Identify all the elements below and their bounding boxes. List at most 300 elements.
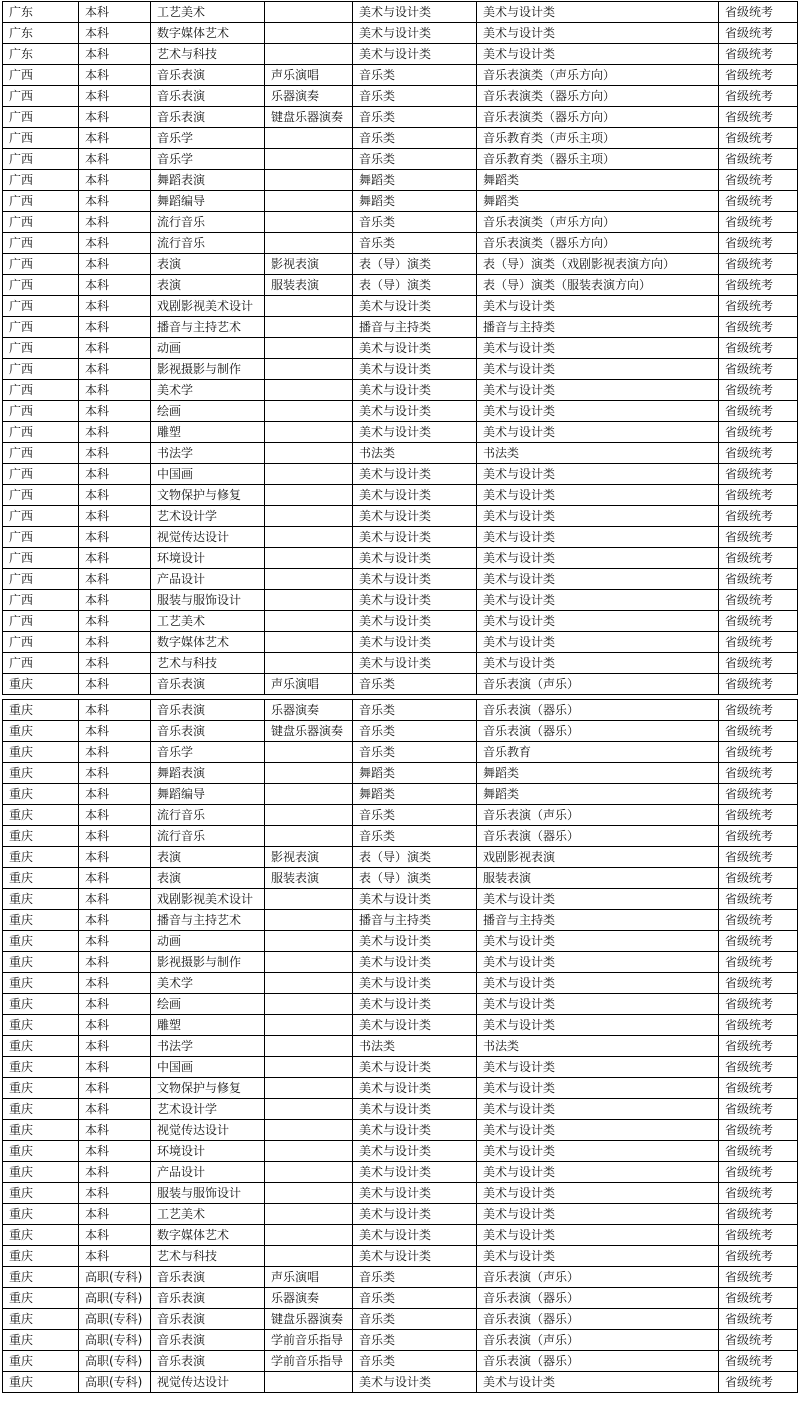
level-cell: 本科 bbox=[79, 910, 151, 931]
province-cell: 广西 bbox=[3, 359, 79, 380]
major-cell: 雕塑 bbox=[151, 1015, 265, 1036]
province-cell: 重庆 bbox=[3, 721, 79, 742]
direction-cell bbox=[265, 338, 353, 359]
exam-subject-cell: 美术与设计类 bbox=[477, 611, 719, 632]
exam-type-cell: 省级统考 bbox=[719, 1057, 798, 1078]
direction-cell bbox=[265, 1183, 353, 1204]
exam-type-cell: 省级统考 bbox=[719, 233, 798, 254]
province-cell: 广西 bbox=[3, 380, 79, 401]
exam-type-cell: 省级统考 bbox=[719, 784, 798, 805]
exam-type-cell: 省级统考 bbox=[719, 868, 798, 889]
exam-category-cell: 美术与设计类 bbox=[353, 485, 477, 506]
major-cell: 音乐表演 bbox=[151, 65, 265, 86]
major-cell: 雕塑 bbox=[151, 422, 265, 443]
table-row bbox=[3, 422, 798, 443]
exam-subject-cell: 音乐表演类（声乐方向） bbox=[477, 212, 719, 233]
province-cell: 广西 bbox=[3, 527, 79, 548]
exam-subject-cell: 舞蹈类 bbox=[477, 191, 719, 212]
exam-category-cell: 美术与设计类 bbox=[353, 653, 477, 674]
major-cell: 舞蹈表演 bbox=[151, 170, 265, 191]
table-row bbox=[3, 931, 798, 952]
exam-category-cell: 音乐类 bbox=[353, 1309, 477, 1330]
exam-category-cell: 美术与设计类 bbox=[353, 590, 477, 611]
direction-cell bbox=[265, 422, 353, 443]
exam-category-cell: 音乐类 bbox=[353, 805, 477, 826]
level-cell: 本科 bbox=[79, 700, 151, 721]
exam-type-cell: 省级统考 bbox=[719, 742, 798, 763]
province-cell: 重庆 bbox=[3, 1351, 79, 1372]
exam-category-cell: 美术与设计类 bbox=[353, 464, 477, 485]
table-row bbox=[3, 763, 798, 784]
table-row bbox=[3, 1057, 798, 1078]
level-cell: 本科 bbox=[79, 994, 151, 1015]
table-row bbox=[3, 359, 798, 380]
table-row bbox=[3, 1120, 798, 1141]
exam-type-cell: 省级统考 bbox=[719, 359, 798, 380]
exam-type-cell: 省级统考 bbox=[719, 569, 798, 590]
table-row bbox=[3, 1183, 798, 1204]
major-cell: 流行音乐 bbox=[151, 212, 265, 233]
exam-category-cell: 美术与设计类 bbox=[353, 1057, 477, 1078]
exam-category-cell: 音乐类 bbox=[353, 1267, 477, 1288]
exam-category-cell: 音乐类 bbox=[353, 700, 477, 721]
exam-subject-cell: 戏剧影视表演 bbox=[477, 847, 719, 868]
major-cell: 音乐表演 bbox=[151, 700, 265, 721]
direction-cell bbox=[265, 2, 353, 23]
exam-subject-cell: 美术与设计类 bbox=[477, 2, 719, 23]
table-row bbox=[3, 1099, 798, 1120]
level-cell: 本科 bbox=[79, 973, 151, 994]
province-cell: 重庆 bbox=[3, 1141, 79, 1162]
major-cell: 书法学 bbox=[151, 443, 265, 464]
major-cell: 美术学 bbox=[151, 973, 265, 994]
province-cell: 广西 bbox=[3, 464, 79, 485]
level-cell: 本科 bbox=[79, 847, 151, 868]
table-row bbox=[3, 590, 798, 611]
province-cell: 广西 bbox=[3, 401, 79, 422]
exam-type-cell: 省级统考 bbox=[719, 805, 798, 826]
province-cell: 重庆 bbox=[3, 1246, 79, 1267]
exam-type-cell: 省级统考 bbox=[719, 170, 798, 191]
level-cell: 本科 bbox=[79, 805, 151, 826]
level-cell: 本科 bbox=[79, 443, 151, 464]
direction-cell bbox=[265, 191, 353, 212]
major-cell: 中国画 bbox=[151, 1057, 265, 1078]
exam-subject-cell: 美术与设计类 bbox=[477, 485, 719, 506]
table-row bbox=[3, 1078, 798, 1099]
table-row bbox=[3, 212, 798, 233]
direction-cell: 乐器演奏 bbox=[265, 1288, 353, 1309]
exam-category-cell: 美术与设计类 bbox=[353, 973, 477, 994]
major-cell: 音乐表演 bbox=[151, 1288, 265, 1309]
table-row bbox=[3, 742, 798, 763]
direction-cell bbox=[265, 1162, 353, 1183]
exam-subject-cell: 音乐表演类（声乐方向） bbox=[477, 65, 719, 86]
exam-subject-cell: 美术与设计类 bbox=[477, 569, 719, 590]
exam-category-cell: 美术与设计类 bbox=[353, 1141, 477, 1162]
level-cell: 本科 bbox=[79, 317, 151, 338]
exam-subject-cell: 表（导）演类（服装表演方向） bbox=[477, 275, 719, 296]
table-row bbox=[3, 338, 798, 359]
table-row bbox=[3, 994, 798, 1015]
table-row bbox=[3, 254, 798, 275]
exam-category-cell: 美术与设计类 bbox=[353, 1204, 477, 1225]
exam-category-cell: 音乐类 bbox=[353, 721, 477, 742]
province-cell: 重庆 bbox=[3, 1225, 79, 1246]
major-cell: 音乐学 bbox=[151, 149, 265, 170]
exam-subject-cell: 美术与设计类 bbox=[477, 952, 719, 973]
exam-category-cell: 表（导）演类 bbox=[353, 275, 477, 296]
major-cell: 环境设计 bbox=[151, 548, 265, 569]
province-cell: 广西 bbox=[3, 212, 79, 233]
table-block-a bbox=[2, 1, 798, 695]
exam-subject-cell: 美术与设计类 bbox=[477, 590, 719, 611]
exam-type-cell: 省级统考 bbox=[719, 1288, 798, 1309]
province-cell: 广东 bbox=[3, 44, 79, 65]
level-cell: 本科 bbox=[79, 65, 151, 86]
direction-cell bbox=[265, 805, 353, 826]
level-cell: 高职(专科) bbox=[79, 1330, 151, 1351]
exam-category-cell: 音乐类 bbox=[353, 742, 477, 763]
exam-category-cell: 音乐类 bbox=[353, 107, 477, 128]
exam-category-cell: 播音与主持类 bbox=[353, 910, 477, 931]
province-cell: 广西 bbox=[3, 653, 79, 674]
exam-subject-cell: 美术与设计类 bbox=[477, 994, 719, 1015]
table-row bbox=[3, 653, 798, 674]
level-cell: 本科 bbox=[79, 721, 151, 742]
major-cell: 美术学 bbox=[151, 380, 265, 401]
exam-type-cell: 省级统考 bbox=[719, 1141, 798, 1162]
province-cell: 重庆 bbox=[3, 784, 79, 805]
province-cell: 广西 bbox=[3, 632, 79, 653]
exam-subject-cell: 舞蹈类 bbox=[477, 784, 719, 805]
exam-category-cell: 美术与设计类 bbox=[353, 527, 477, 548]
table-row bbox=[3, 1015, 798, 1036]
major-cell: 音乐学 bbox=[151, 742, 265, 763]
major-cell: 中国画 bbox=[151, 464, 265, 485]
direction-cell bbox=[265, 1246, 353, 1267]
exam-type-cell: 省级统考 bbox=[719, 674, 798, 695]
major-cell: 艺术设计学 bbox=[151, 1099, 265, 1120]
level-cell: 本科 bbox=[79, 674, 151, 695]
province-cell: 广西 bbox=[3, 611, 79, 632]
province-cell: 广西 bbox=[3, 296, 79, 317]
table-row bbox=[3, 1351, 798, 1372]
exam-subject-cell: 美术与设计类 bbox=[477, 1120, 719, 1141]
exam-subject-cell: 音乐表演（器乐） bbox=[477, 1288, 719, 1309]
major-cell: 产品设计 bbox=[151, 569, 265, 590]
major-cell: 音乐表演 bbox=[151, 674, 265, 695]
direction-cell bbox=[265, 464, 353, 485]
major-cell: 工艺美术 bbox=[151, 2, 265, 23]
level-cell: 本科 bbox=[79, 1141, 151, 1162]
table-row bbox=[3, 485, 798, 506]
exam-subject-cell: 美术与设计类 bbox=[477, 1015, 719, 1036]
direction-cell bbox=[265, 401, 353, 422]
table-row bbox=[3, 107, 798, 128]
table-row bbox=[3, 632, 798, 653]
exam-type-cell: 省级统考 bbox=[719, 1036, 798, 1057]
exam-category-cell: 音乐类 bbox=[353, 86, 477, 107]
direction-cell bbox=[265, 931, 353, 952]
exam-category-cell: 美术与设计类 bbox=[353, 611, 477, 632]
level-cell: 本科 bbox=[79, 889, 151, 910]
province-cell: 重庆 bbox=[3, 1288, 79, 1309]
exam-type-cell: 省级统考 bbox=[719, 763, 798, 784]
major-cell: 音乐表演 bbox=[151, 1267, 265, 1288]
exam-subject-cell: 音乐表演（器乐） bbox=[477, 1309, 719, 1330]
exam-category-sheet bbox=[2, 1, 797, 1393]
level-cell: 本科 bbox=[79, 170, 151, 191]
province-cell: 广西 bbox=[3, 422, 79, 443]
exam-type-cell: 省级统考 bbox=[719, 1309, 798, 1330]
province-cell: 广西 bbox=[3, 149, 79, 170]
direction-cell bbox=[265, 1036, 353, 1057]
major-cell: 数字媒体艺术 bbox=[151, 1225, 265, 1246]
exam-type-cell: 省级统考 bbox=[719, 86, 798, 107]
level-cell: 本科 bbox=[79, 107, 151, 128]
direction-cell bbox=[265, 632, 353, 653]
exam-type-cell: 省级统考 bbox=[719, 548, 798, 569]
level-cell: 本科 bbox=[79, 527, 151, 548]
major-cell: 艺术与科技 bbox=[151, 653, 265, 674]
exam-type-cell: 省级统考 bbox=[719, 212, 798, 233]
direction-cell: 声乐演唱 bbox=[265, 674, 353, 695]
major-cell: 绘画 bbox=[151, 994, 265, 1015]
province-cell: 广西 bbox=[3, 254, 79, 275]
exam-category-cell: 美术与设计类 bbox=[353, 23, 477, 44]
exam-category-cell: 舞蹈类 bbox=[353, 763, 477, 784]
exam-subject-cell: 美术与设计类 bbox=[477, 1246, 719, 1267]
exam-subject-cell: 美术与设计类 bbox=[477, 1225, 719, 1246]
exam-category-cell: 书法类 bbox=[353, 1036, 477, 1057]
direction-cell bbox=[265, 590, 353, 611]
exam-subject-cell: 美术与设计类 bbox=[477, 527, 719, 548]
direction-cell bbox=[265, 1078, 353, 1099]
major-cell: 音乐表演 bbox=[151, 1309, 265, 1330]
table-row bbox=[3, 889, 798, 910]
direction-cell: 服装表演 bbox=[265, 868, 353, 889]
table-row bbox=[3, 674, 798, 695]
major-cell: 数字媒体艺术 bbox=[151, 632, 265, 653]
major-cell: 产品设计 bbox=[151, 1162, 265, 1183]
exam-subject-cell: 美术与设计类 bbox=[477, 889, 719, 910]
exam-type-cell: 省级统考 bbox=[719, 700, 798, 721]
province-cell: 重庆 bbox=[3, 1309, 79, 1330]
province-cell: 重庆 bbox=[3, 973, 79, 994]
exam-category-cell: 舞蹈类 bbox=[353, 191, 477, 212]
table-row bbox=[3, 296, 798, 317]
exam-type-cell: 省级统考 bbox=[719, 1120, 798, 1141]
level-cell: 本科 bbox=[79, 1099, 151, 1120]
table-row bbox=[3, 149, 798, 170]
level-cell: 本科 bbox=[79, 653, 151, 674]
exam-subject-cell: 表（导）演类（戏剧影视表演方向） bbox=[477, 254, 719, 275]
major-cell: 影视摄影与制作 bbox=[151, 359, 265, 380]
province-cell: 广西 bbox=[3, 275, 79, 296]
direction-cell: 影视表演 bbox=[265, 254, 353, 275]
level-cell: 本科 bbox=[79, 422, 151, 443]
province-cell: 广西 bbox=[3, 233, 79, 254]
province-cell: 重庆 bbox=[3, 1372, 79, 1393]
level-cell: 本科 bbox=[79, 233, 151, 254]
exam-subject-cell: 美术与设计类 bbox=[477, 1183, 719, 1204]
exam-subject-cell: 美术与设计类 bbox=[477, 1204, 719, 1225]
table-row bbox=[3, 548, 798, 569]
exam-category-cell: 美术与设计类 bbox=[353, 506, 477, 527]
exam-category-cell: 美术与设计类 bbox=[353, 2, 477, 23]
level-cell: 高职(专科) bbox=[79, 1288, 151, 1309]
exam-subject-cell: 美术与设计类 bbox=[477, 1372, 719, 1393]
direction-cell bbox=[265, 973, 353, 994]
level-cell: 本科 bbox=[79, 868, 151, 889]
direction-cell: 乐器演奏 bbox=[265, 86, 353, 107]
major-cell: 戏剧影视美术设计 bbox=[151, 296, 265, 317]
table-row bbox=[3, 700, 798, 721]
level-cell: 高职(专科) bbox=[79, 1267, 151, 1288]
province-cell: 重庆 bbox=[3, 1078, 79, 1099]
table-row bbox=[3, 1036, 798, 1057]
direction-cell bbox=[265, 1204, 353, 1225]
exam-type-cell: 省级统考 bbox=[719, 1162, 798, 1183]
province-cell: 重庆 bbox=[3, 952, 79, 973]
table-row bbox=[3, 275, 798, 296]
major-cell: 动画 bbox=[151, 931, 265, 952]
exam-type-cell: 省级统考 bbox=[719, 1372, 798, 1393]
direction-cell bbox=[265, 506, 353, 527]
exam-category-cell: 音乐类 bbox=[353, 1288, 477, 1309]
province-cell: 重庆 bbox=[3, 931, 79, 952]
exam-category-cell: 表（导）演类 bbox=[353, 868, 477, 889]
exam-type-cell: 省级统考 bbox=[719, 401, 798, 422]
exam-subject-cell: 音乐表演（声乐） bbox=[477, 805, 719, 826]
major-cell: 音乐表演 bbox=[151, 1351, 265, 1372]
exam-category-cell: 美术与设计类 bbox=[353, 1120, 477, 1141]
exam-type-cell: 省级统考 bbox=[719, 338, 798, 359]
direction-cell: 服装表演 bbox=[265, 275, 353, 296]
province-cell: 重庆 bbox=[3, 1057, 79, 1078]
exam-type-cell: 省级统考 bbox=[719, 910, 798, 931]
level-cell: 本科 bbox=[79, 569, 151, 590]
table-row bbox=[3, 721, 798, 742]
exam-type-cell: 省级统考 bbox=[719, 721, 798, 742]
province-cell: 重庆 bbox=[3, 1162, 79, 1183]
level-cell: 本科 bbox=[79, 212, 151, 233]
exam-type-cell: 省级统考 bbox=[719, 275, 798, 296]
direction-cell bbox=[265, 952, 353, 973]
direction-cell bbox=[265, 1099, 353, 1120]
exam-type-cell: 省级统考 bbox=[719, 1078, 798, 1099]
table-row bbox=[3, 910, 798, 931]
direction-cell bbox=[265, 994, 353, 1015]
exam-subject-cell: 美术与设计类 bbox=[477, 23, 719, 44]
level-cell: 本科 bbox=[79, 485, 151, 506]
major-cell: 文物保护与修复 bbox=[151, 1078, 265, 1099]
major-cell: 服装与服饰设计 bbox=[151, 1183, 265, 1204]
table-row bbox=[3, 401, 798, 422]
level-cell: 本科 bbox=[79, 359, 151, 380]
exam-category-cell: 美术与设计类 bbox=[353, 380, 477, 401]
exam-category-cell: 音乐类 bbox=[353, 1330, 477, 1351]
direction-cell bbox=[265, 826, 353, 847]
table-row bbox=[3, 128, 798, 149]
exam-type-cell: 省级统考 bbox=[719, 107, 798, 128]
table-row bbox=[3, 191, 798, 212]
major-cell: 舞蹈编导 bbox=[151, 784, 265, 805]
level-cell: 本科 bbox=[79, 784, 151, 805]
exam-type-cell: 省级统考 bbox=[719, 847, 798, 868]
province-cell: 广西 bbox=[3, 170, 79, 191]
major-cell: 流行音乐 bbox=[151, 805, 265, 826]
level-cell: 本科 bbox=[79, 275, 151, 296]
major-cell: 书法学 bbox=[151, 1036, 265, 1057]
exam-category-cell: 音乐类 bbox=[353, 212, 477, 233]
exam-type-cell: 省级统考 bbox=[719, 464, 798, 485]
exam-subject-cell: 美术与设计类 bbox=[477, 973, 719, 994]
exam-type-cell: 省级统考 bbox=[719, 931, 798, 952]
exam-subject-cell: 服装表演 bbox=[477, 868, 719, 889]
level-cell: 本科 bbox=[79, 1078, 151, 1099]
level-cell: 本科 bbox=[79, 742, 151, 763]
direction-cell: 学前音乐指导 bbox=[265, 1351, 353, 1372]
exam-type-cell: 省级统考 bbox=[719, 380, 798, 401]
table-row bbox=[3, 23, 798, 44]
level-cell: 本科 bbox=[79, 86, 151, 107]
exam-category-cell: 表（导）演类 bbox=[353, 847, 477, 868]
exam-category-cell: 美术与设计类 bbox=[353, 338, 477, 359]
direction-cell bbox=[265, 763, 353, 784]
province-cell: 广西 bbox=[3, 548, 79, 569]
table-row bbox=[3, 527, 798, 548]
direction-cell bbox=[265, 527, 353, 548]
table-row bbox=[3, 1267, 798, 1288]
exam-category-cell: 舞蹈类 bbox=[353, 784, 477, 805]
direction-cell bbox=[265, 128, 353, 149]
exam-type-cell: 省级统考 bbox=[719, 994, 798, 1015]
major-cell: 舞蹈编导 bbox=[151, 191, 265, 212]
exam-subject-cell: 美术与设计类 bbox=[477, 380, 719, 401]
exam-subject-cell: 美术与设计类 bbox=[477, 422, 719, 443]
exam-subject-cell: 音乐表演（声乐） bbox=[477, 1330, 719, 1351]
exam-category-cell: 美术与设计类 bbox=[353, 1372, 477, 1393]
exam-category-cell: 音乐类 bbox=[353, 1351, 477, 1372]
level-cell: 本科 bbox=[79, 1183, 151, 1204]
exam-type-cell: 省级统考 bbox=[719, 1351, 798, 1372]
exam-type-cell: 省级统考 bbox=[719, 296, 798, 317]
level-cell: 本科 bbox=[79, 1120, 151, 1141]
direction-cell bbox=[265, 23, 353, 44]
exam-type-cell: 省级统考 bbox=[719, 23, 798, 44]
exam-subject-cell: 音乐表演（器乐） bbox=[477, 826, 719, 847]
exam-type-cell: 省级统考 bbox=[719, 485, 798, 506]
level-cell: 本科 bbox=[79, 826, 151, 847]
level-cell: 本科 bbox=[79, 191, 151, 212]
exam-category-cell: 美术与设计类 bbox=[353, 296, 477, 317]
table-row bbox=[3, 611, 798, 632]
major-cell: 视觉传达设计 bbox=[151, 527, 265, 548]
table-row bbox=[3, 1330, 798, 1351]
table-row bbox=[3, 443, 798, 464]
exam-subject-cell: 美术与设计类 bbox=[477, 632, 719, 653]
exam-subject-cell: 美术与设计类 bbox=[477, 359, 719, 380]
level-cell: 本科 bbox=[79, 464, 151, 485]
province-cell: 广西 bbox=[3, 86, 79, 107]
table-row bbox=[3, 1141, 798, 1162]
exam-subject-cell: 美术与设计类 bbox=[477, 1162, 719, 1183]
direction-cell bbox=[265, 1120, 353, 1141]
major-cell: 视觉传达设计 bbox=[151, 1372, 265, 1393]
level-cell: 本科 bbox=[79, 380, 151, 401]
